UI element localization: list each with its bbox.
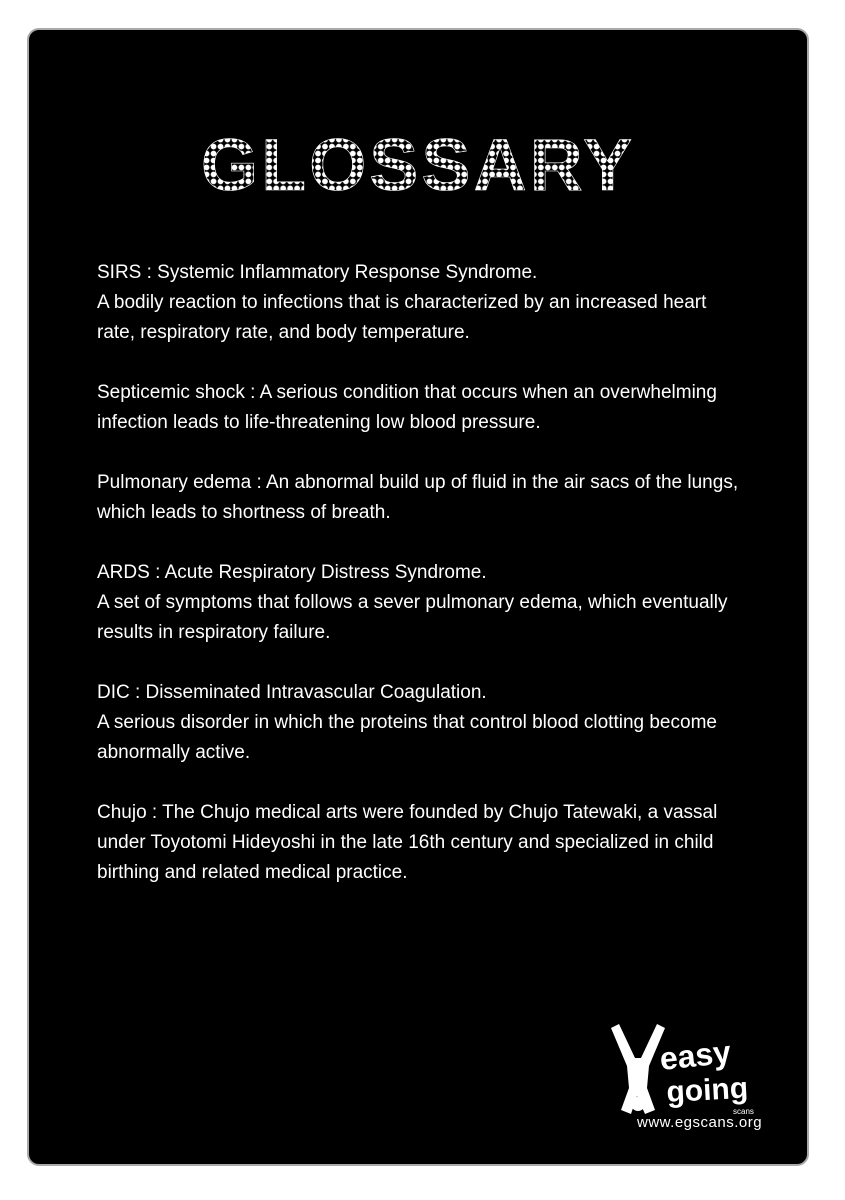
- glossary-entry-septicemic-shock: [97, 378, 777, 438]
- glossary-entry-dic: [97, 678, 777, 768]
- glossary-list: [97, 258, 777, 918]
- logo-url: www.egscans.org: [637, 1114, 763, 1131]
- glossary-entry-chujo: [97, 798, 777, 888]
- entry-line: DIC : Disseminated Intravascular Coagulation.: [97, 682, 487, 703]
- entry-line: rate, respiratory rate, and body temperature.: [97, 322, 470, 343]
- egscans-logo: [597, 1018, 797, 1148]
- glossary-title: [29, 122, 807, 202]
- entry-line: A set of symptoms that follows a sever pulmonary edema, which eventually: [97, 592, 728, 613]
- logo-word-scans: scans: [733, 1107, 754, 1116]
- entry-line: A bodily reaction to infections that is characterized by an increased heart: [97, 292, 707, 313]
- logo-word-easy: easy: [657, 1033, 733, 1077]
- entry-line: which leads to shortness of breath.: [97, 502, 391, 523]
- entry-line: Pulmonary edema : An abnormal build up of fluid in the air sacs of the lungs,: [97, 472, 739, 493]
- page-title: GLOSSARY: [200, 122, 636, 202]
- dotted-title-graphic: [29, 122, 807, 202]
- entry-line: under Toyotomi Hideyoshi in the late 16th century and specialized in child: [97, 832, 714, 853]
- entry-line: SIRS : Systemic Inflammatory Response Syndrome.: [97, 262, 538, 283]
- entry-line: results in respiratory failure.: [97, 622, 331, 643]
- entry-line: birthing and related medical practice.: [97, 862, 408, 883]
- entry-line: infection leads to life-threatening low blood pressure.: [97, 412, 541, 433]
- logo-graphic: [597, 1018, 797, 1118]
- glossary-entry-ards: [97, 558, 777, 648]
- entry-line: A serious disorder in which the proteins that control blood clotting become: [97, 712, 717, 733]
- logo-word-going: going: [665, 1071, 749, 1109]
- entry-line: ARDS : Acute Respiratory Distress Syndrome.: [97, 562, 487, 583]
- entry-line: abnormally active.: [97, 742, 251, 763]
- entry-line: Chujo : The Chujo medical arts were founded by Chujo Tatewaki, a vassal: [97, 802, 718, 823]
- glossary-panel: [27, 28, 809, 1166]
- glossary-entry-pulmonary-edema: [97, 468, 777, 528]
- entry-line: Septicemic shock : A serious condition that occurs when an overwhelming: [97, 382, 717, 403]
- handstand-figure-icon: [611, 1024, 665, 1114]
- glossary-entry-sirs: [97, 258, 777, 348]
